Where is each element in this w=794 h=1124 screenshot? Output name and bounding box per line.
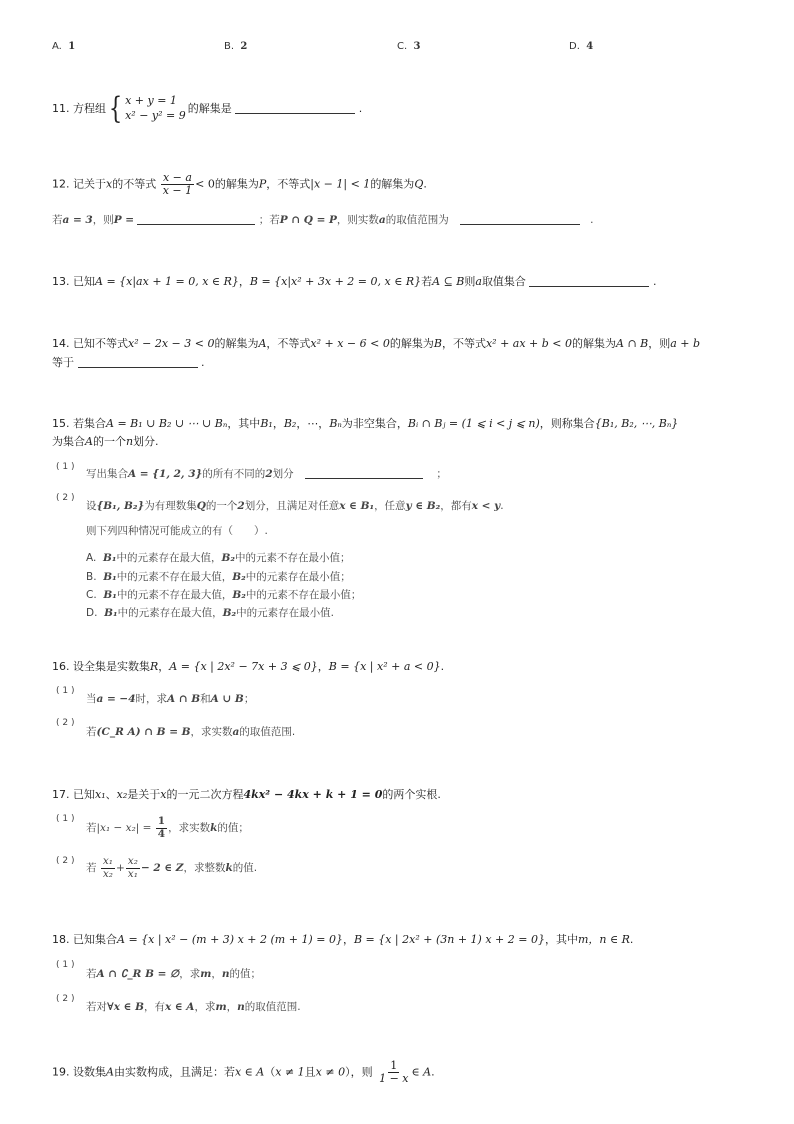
q10-option-b: B. 2 [224, 41, 248, 52]
question-15-part-2: 设{B₁, B₂}为有理数集Q的一个2划分，且满足对任意x ∈ B₁，任意y ∈ B₂，都有x < y. [86, 500, 504, 512]
question-15-option-c[interactable]: C. B₁中的元素不存在最大值，B₂中的元素不存在最小值； [86, 589, 362, 601]
question-15-part-2-line-2: 则下列四种情况可能成立的有（ ）. [86, 525, 268, 537]
question-17-part-1: 若|x₁ − x₂| = $\frac{1}{4}$ ，求实数k的值； [86, 815, 249, 840]
question-11: 11. 方程组{ x + y = 1 x² − y² = 9 的解集是 . [52, 91, 363, 126]
fraction: $\frac{1}{1 - x}$ [379, 1059, 409, 1086]
question-17: 17. 已知x₁、x₂是关于x的一元二次方程4kx² − 4kx + k + 1 = 0的两个实根. [52, 788, 441, 801]
question-14-line-2: 等于 . [52, 356, 205, 369]
question-18-part-1: 若A ∩ ∁_R B = ∅，求m，n的值； [86, 968, 261, 980]
equation-system: x + y = 1 x² − y² = 9 [125, 94, 186, 122]
answer-blank[interactable] [305, 466, 423, 479]
question-15-option-a[interactable]: A. B₁中的元素存在最大值，B₂中的元素不存在最小值； [86, 552, 351, 564]
question-17-part-1-label: ( 1 ) [56, 814, 75, 824]
question-18-part-2-label: ( 2 ) [56, 994, 75, 1004]
question-16: 16. 设全集是实数集R，A = {x | 2x² − 7x + 3 ⩽ 0}，B = {x | x² + a < 0}. [52, 660, 445, 673]
question-18-part-2: 若对∀x ∈ B，有x ∈ A，求m，n的取值范围. [86, 1001, 301, 1013]
answer-blank[interactable] [460, 212, 580, 225]
question-12: 12. 记关于x的不等式 $\frac{x - a}{x - 1}$ < 0的解集为P，不等式|x − 1| < 1的解集为Q. [52, 171, 427, 198]
question-14: 14. 已知不等式x² − 2x − 3 < 0的解集为A，不等式x² + x − 6 < 0的解集为B，不等式x² + ax + b < 0的解集为A ∩ B，则a + b [52, 337, 701, 350]
system-brace: { [108, 91, 123, 126]
answer-blank[interactable] [235, 101, 355, 114]
question-15-option-d[interactable]: D. B₁中的元素存在最大值，B₂中的元素存在最小值. [86, 607, 334, 619]
question-18-part-1-label: ( 1 ) [56, 960, 75, 970]
q10-option-d: D. 4 [569, 41, 594, 52]
answer-blank[interactable] [529, 274, 649, 287]
question-19: 19. 设数集A由实数构成，且满足：若x ∈ A（x ≠ 1且x ≠ 0），则 $\frac{1}{1 - x}$ ∈ A. [52, 1059, 435, 1086]
question-15: 15. 若集合A = B₁ ∪ B₂ ∪ ⋯ ∪ Bₙ，其中B₁，B₂，⋯，Bₙ为非空集合，Bᵢ ∩ Bⱼ = (1 ⩽ i < j ⩽ n)，则称集合{B₁, B₂, ⋯, Bₙ} [52, 417, 679, 430]
question-15-part-2-label: ( 2 ) [56, 493, 75, 503]
answer-blank[interactable] [137, 212, 255, 225]
q10-option-a: A. 1 [52, 41, 76, 52]
question-16-part-2-label: ( 2 ) [56, 718, 75, 728]
fraction: $\frac{\text{x₂}}{\text{x₁}}$ [127, 855, 138, 880]
question-17-part-2-label: ( 2 ) [56, 856, 75, 866]
question-16-part-2: 若(C_R A) ∩ B = B，求实数a的取值范围. [86, 726, 296, 738]
question-16-part-1-label: ( 1 ) [56, 686, 75, 696]
q10-option-c: C. 3 [397, 41, 421, 52]
question-17-part-2: 若 $\frac{\text{x₁}}{\text{x₂}}$ + $\frac{\text{x₂}}{\text{x₁}}$ − 2 ∈ Z，求整数k的值. [86, 855, 258, 880]
question-16-part-1: 当a = −4时，求A ∩ B和A ∪ B； [86, 693, 255, 705]
question-18: 18. 已知集合A = {x | x² − (m + 3) x + 2 (m + 1) = 0}，B = {x | 2x² + (3n + 1) x + 2 = 0}，其中m，n ∈ R. [52, 933, 634, 946]
question-15-option-b[interactable]: B. B₁中的元素不存在最大值，B₂中的元素存在最小值； [86, 571, 351, 583]
question-15-line-2: 为集合A的一个n划分. [52, 435, 159, 448]
question-12-line-2: 若a = 3，则P = ；若P ∩ Q = P，则实数a的取值范围为 . [52, 214, 594, 226]
answer-blank[interactable] [78, 355, 198, 368]
fraction: $\frac{\text{x₁}}{\text{x₂}}$ [102, 855, 113, 880]
fraction: $\frac{1}{4}$ [157, 815, 166, 840]
question-13: 13. 已知A = {x|ax + 1 = 0, x ∈ R}，B = {x|x² + 3x + 2 = 0, x ∈ R}若A ⊆ B则a取值集合 . [52, 275, 657, 288]
question-15-part-1-label: ( 1 ) [56, 462, 75, 472]
fraction: $\frac{x - a}{x - 1}$ [162, 171, 193, 198]
question-15-part-1: 写出集合A = {1, 2, 3}的所有不同的2划分 ； [86, 468, 447, 480]
